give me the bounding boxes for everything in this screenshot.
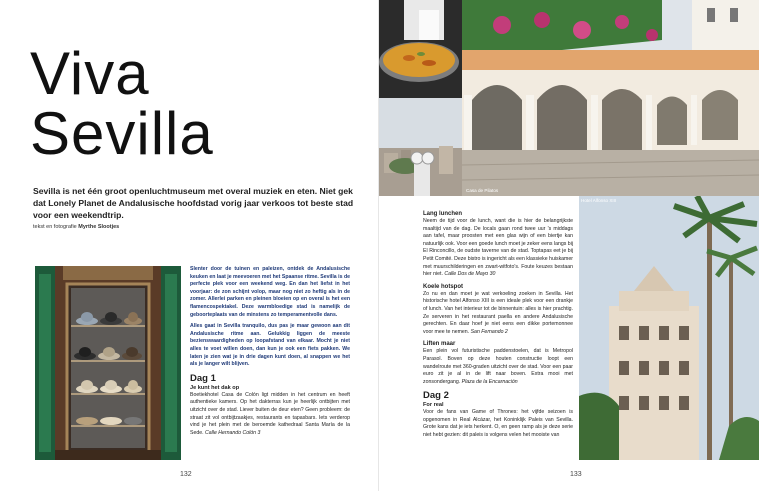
city-view-photo [379, 98, 462, 196]
lift-paragraph [423, 348, 573, 386]
dag2-paragraph: Voor de fans van Game of Thrones: het vijfde seizoen is opgenomen in Real Alcázar, het Koninklijk Paleis van Sevilla. Grote kans dat je iets herkent. O, en geen ramp als je deze serie niet hebt gezien: dit paleis is volgens velen het mooiste van [423, 409, 573, 439]
left-text-column [190, 266, 350, 441]
hat-shop-photo [35, 266, 181, 460]
intro-paragraph: Slenter door de tuinen en paleizen, ontdek de Andalusische keuken en laat je meevoeren met het Spaanse ritme. Sevilla is de perfecte plek voor een weekend weg. En dan het liefst in het voorjaar: de zon schijnt volop, maar nog niet zo heftig als in de zomer. Allerlei parken en pleinen bloeien op en overal is het een flamencospektakel. Deze warmbloedige stad is namelijk de geboorteplaats van de minstens zo temperamentvolle dans. [190, 266, 350, 318]
dag2-subheading: For real [423, 402, 444, 409]
page-number-left: 132 [180, 471, 192, 478]
hat-shop-illustration [35, 266, 181, 460]
page-title [30, 40, 214, 167]
credit-prefix: tekst en fotografie [33, 224, 77, 230]
lunch-text: Neem de tijd voor de lunch, want die is hier de belangrijkste maaltijd van de dag. De locals gaan rond twee uur 's middags aan tafel, maar proosten met een glas wijn of een biertje kan natuurlijk ook. Voor een goede lunch moet je zeker eens langs bij El Rinconcillo, de oudste taverne van de stad. Toptapas eet je bij Petit Comité. Deze bistro is ingericht als een klassieke huiskamer met muurschilderingen en zwart-witfoto's. Foute keuzes bestaan hier niet. [423, 218, 573, 278]
dag2-heading: Dag 2 [423, 390, 449, 402]
hotspot-paragraph [423, 291, 573, 337]
dag1-heading: Dag 1 [190, 372, 216, 384]
dag1-paragraph [190, 392, 350, 438]
lead-paragraph: Sevilla is net één groot openluchtmuseum met overal muziek en eten. Niet gek dat Lonely Planet de Andalusische hoofdstad vorig jaar verkoos tot beste stad voor een weekendtrip. [33, 186, 354, 220]
courtyard-illustration [462, 0, 759, 196]
hotspot-heading: Koele hotspot [423, 283, 463, 290]
lunch-address: Calle Dos de Mayo 30 [444, 271, 496, 278]
courtyard-caption: Casa de Pilatos [466, 188, 499, 193]
paella-illustration [379, 0, 462, 98]
intro-paragraph-2: Alles gaat in Sevilla tranquilo, dus pas je maar gewoon aan dit Andalusische ritme aan. Gelukkig liggen de meeste bezienswaardigheden op loopafstand van elkaar. Mocht je niet alles te voet willen doen, dan kun je ook een fiets pakken. We laten je zien wat je in drie dagen kunt doen, al snappen we het als je langer wilt blijven. [190, 323, 350, 368]
hotel-caption: Hotel Alfonso XIII [581, 198, 617, 203]
lunch-heading: Lang lunchen [423, 211, 462, 217]
courtyard-photo [462, 0, 759, 196]
right-text-column [423, 207, 573, 444]
dag1-subheading: Je kunt het dak op [190, 384, 240, 391]
hotel-photo [579, 196, 759, 460]
right-page [379, 0, 759, 491]
dag1-text: Boetiekhotel Casa de Colón ligt midden in het centrum en heeft authentieke kamers. Op het dakterras kun je heerlijk ontbijten met uitzicht over de stad. Liever buiten de deur eten? Geen probleem: de straat zit vol ontbijtzaakjes, restaurants en tapasbars. Iets verderop vind je het plein met de beroemde kathedraal Santa María de la Sede. [190, 391, 350, 436]
dag1-address: Calle Hernando Colón 3 [205, 429, 261, 436]
title-line-1: Viva [30, 40, 150, 107]
lift-heading: Liften maar [423, 341, 456, 348]
paella-photo [379, 0, 462, 98]
credit-name: Myrthe Slootjes [78, 224, 120, 230]
title-line-2: Sevilla [30, 100, 214, 167]
left-page [0, 0, 379, 491]
page-number-right: 133 [570, 471, 582, 478]
hotel-illustration [579, 196, 759, 460]
lift-text: Een plein vol futuristische paddenstoelen, dat is Metropol Parasol. Boven op deze houten constructie loopt een wandelroute met 360-graden uitzicht over de stad. Voor een paar euro zit je al in de lift naar boven. Extra mooi met zonsondergang. [423, 348, 573, 385]
city-view-illustration [379, 98, 462, 196]
credit-line [33, 224, 119, 230]
lunch-paragraph [423, 218, 573, 279]
hotspot-address: San Fernando 2 [470, 328, 508, 335]
lift-address: Plaza de la Encarnación [461, 378, 518, 385]
hotspot-text: Zo nu en dan moet je wat verkoeling zoeken in Sevilla. Het historische hotel Alfonso XIII is een ideale plek voor een drankje of lunch. Van het interieur tot de binnentuin: alles is hier prachtig. Ze serveren in het restaurant paella en andere Andalusische gerechten. En daar hoef je niet eens een dikke portemonnee voor mee te nemen. [423, 290, 573, 335]
